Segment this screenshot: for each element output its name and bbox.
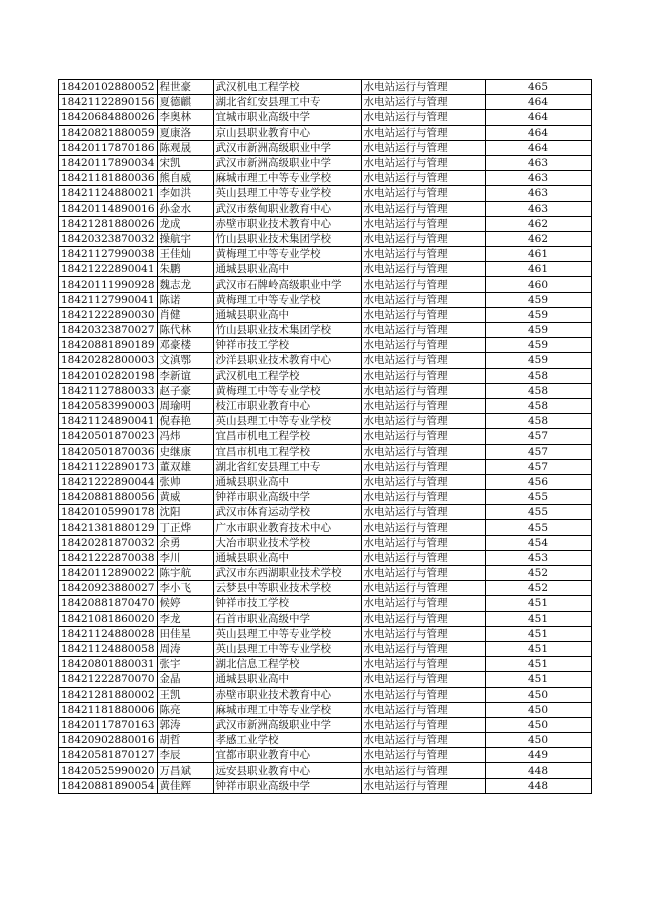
exam-id-cell: 18420801880031 [59, 657, 158, 672]
table-row [59, 262, 592, 277]
name-cell: 李小飞 [157, 581, 213, 596]
school-cell: 武汉机电工程学校 [213, 80, 361, 95]
name-cell: 文滇鄂 [157, 353, 213, 368]
table-row [59, 778, 592, 793]
score-cell: 462 [485, 216, 591, 231]
score-cell: 458 [485, 414, 591, 429]
exam-id-cell: 18421127990038 [59, 247, 158, 262]
name-cell: 胡哲 [157, 733, 213, 748]
exam-id-cell: 18420581870127 [59, 748, 158, 763]
major-cell: 水电站运行与管理 [361, 581, 485, 596]
major-cell: 水电站运行与管理 [361, 155, 485, 170]
name-cell: 黄佳辉 [157, 778, 213, 793]
name-cell: 余勇 [157, 535, 213, 550]
exam-id-cell: 18420114890016 [59, 201, 158, 216]
major-cell: 水电站运行与管理 [361, 596, 485, 611]
score-cell: 458 [485, 368, 591, 383]
exam-id-cell: 18421381880129 [59, 520, 158, 535]
name-cell: 沈阳 [157, 505, 213, 520]
score-cell: 464 [485, 95, 591, 110]
table-row [59, 171, 592, 186]
exam-id-cell: 18420881890054 [59, 778, 158, 793]
score-cell: 463 [485, 155, 591, 170]
school-cell: 英山县理工中等专业学校 [213, 414, 361, 429]
table-row [59, 702, 592, 717]
major-cell: 水电站运行与管理 [361, 231, 485, 246]
name-cell: 王佳灿 [157, 247, 213, 262]
school-cell: 黄梅理工中等专业学校 [213, 383, 361, 398]
table-row [59, 353, 592, 368]
score-table-body [59, 80, 592, 794]
score-cell: 459 [485, 323, 591, 338]
school-cell: 武汉机电工程学校 [213, 368, 361, 383]
exam-id-cell: 18420881890189 [59, 338, 158, 353]
score-cell: 462 [485, 231, 591, 246]
major-cell: 水电站运行与管理 [361, 657, 485, 672]
school-cell: 通城县职业高中 [213, 262, 361, 277]
table-row [59, 140, 592, 155]
major-cell: 水电站运行与管理 [361, 201, 485, 216]
school-cell: 竹山县职业技术集团学校 [213, 231, 361, 246]
school-cell: 沙洋县职业技术教育中心 [213, 353, 361, 368]
table-row [59, 763, 592, 778]
major-cell: 水电站运行与管理 [361, 186, 485, 201]
school-cell: 武汉市石牌岭高级职业中学 [213, 277, 361, 292]
major-cell: 水电站运行与管理 [361, 307, 485, 322]
table-row [59, 398, 592, 413]
score-cell: 451 [485, 626, 591, 641]
name-cell: 肖健 [157, 307, 213, 322]
major-cell: 水电站运行与管理 [361, 672, 485, 687]
score-cell: 449 [485, 748, 591, 763]
name-cell: 冯炜 [157, 429, 213, 444]
table-row [59, 277, 592, 292]
exam-id-cell: 18421124890041 [59, 414, 158, 429]
table-row [59, 657, 592, 672]
school-cell: 枝江市职业教育中心 [213, 398, 361, 413]
school-cell: 麻城市理工中等专业学校 [213, 171, 361, 186]
exam-id-cell: 18420281870032 [59, 535, 158, 550]
name-cell: 陈观晟 [157, 140, 213, 155]
school-cell: 广水市职业教育技术中心 [213, 520, 361, 535]
exam-id-cell: 18421222890044 [59, 474, 158, 489]
table-row [59, 717, 592, 732]
school-cell: 宜昌市机电工程学校 [213, 444, 361, 459]
school-cell: 通城县职业高中 [213, 307, 361, 322]
table-row [59, 247, 592, 262]
table-row [59, 550, 592, 565]
score-cell: 459 [485, 307, 591, 322]
major-cell: 水电站运行与管理 [361, 277, 485, 292]
table-row [59, 201, 592, 216]
exam-id-cell: 18420102880052 [59, 80, 158, 95]
exam-id-cell: 18421124880028 [59, 626, 158, 641]
name-cell: 李辰 [157, 748, 213, 763]
name-cell: 陈诺 [157, 292, 213, 307]
exam-id-cell: 18420323870027 [59, 323, 158, 338]
score-cell: 450 [485, 702, 591, 717]
school-cell: 宜都市职业教育中心 [213, 748, 361, 763]
score-cell: 450 [485, 717, 591, 732]
school-cell: 大冶市职业技术学校 [213, 535, 361, 550]
score-cell: 459 [485, 353, 591, 368]
major-cell: 水电站运行与管理 [361, 474, 485, 489]
school-cell: 赤壁市职业技术教育中心 [213, 687, 361, 702]
table-row [59, 444, 592, 459]
major-cell: 水电站运行与管理 [361, 611, 485, 626]
school-cell: 湖北省红安县理工中专 [213, 95, 361, 110]
major-cell: 水电站运行与管理 [361, 444, 485, 459]
name-cell: 郭涛 [157, 717, 213, 732]
name-cell: 夏德麒 [157, 95, 213, 110]
score-cell: 453 [485, 550, 591, 565]
name-cell: 赵子豪 [157, 383, 213, 398]
major-cell: 水电站运行与管理 [361, 505, 485, 520]
major-cell: 水电站运行与管理 [361, 626, 485, 641]
name-cell: 董双雄 [157, 459, 213, 474]
table-row [59, 490, 592, 505]
school-cell: 宜昌市机电工程学校 [213, 429, 361, 444]
school-cell: 英山县理工中等专业学校 [213, 626, 361, 641]
score-cell: 456 [485, 474, 591, 489]
score-cell: 455 [485, 505, 591, 520]
table-row [59, 748, 592, 763]
table-row [59, 596, 592, 611]
score-cell: 461 [485, 262, 591, 277]
major-cell: 水电站运行与管理 [361, 778, 485, 793]
school-cell: 钟祥市职业高级中学 [213, 778, 361, 793]
table-row [59, 687, 592, 702]
exam-id-cell: 18420501870036 [59, 444, 158, 459]
name-cell: 邓豪楼 [157, 338, 213, 353]
score-cell: 455 [485, 490, 591, 505]
name-cell: 周涛 [157, 641, 213, 656]
major-cell: 水电站运行与管理 [361, 125, 485, 140]
exam-id-cell: 18421081860020 [59, 611, 158, 626]
exam-id-cell: 18421222870038 [59, 550, 158, 565]
school-cell: 远安县职业教育中心 [213, 763, 361, 778]
school-cell: 英山县理工中等专业学校 [213, 186, 361, 201]
score-cell: 458 [485, 398, 591, 413]
name-cell: 操航宇 [157, 231, 213, 246]
score-cell: 451 [485, 657, 591, 672]
exam-id-cell: 18420117890034 [59, 155, 158, 170]
name-cell: 周瑜明 [157, 398, 213, 413]
exam-id-cell: 18421127990041 [59, 292, 158, 307]
school-cell: 通城县职业高中 [213, 550, 361, 565]
table-row [59, 125, 592, 140]
table-row [59, 368, 592, 383]
table-row [59, 338, 592, 353]
name-cell: 李奥林 [157, 110, 213, 125]
score-cell: 451 [485, 672, 591, 687]
name-cell: 孙金水 [157, 201, 213, 216]
major-cell: 水电站运行与管理 [361, 171, 485, 186]
score-cell: 461 [485, 247, 591, 262]
school-cell: 石首市职业高级中学 [213, 611, 361, 626]
table-row [59, 216, 592, 231]
score-cell: 457 [485, 459, 591, 474]
school-cell: 武汉市新洲高级职业中学 [213, 155, 361, 170]
exam-id-cell: 18420881870470 [59, 596, 158, 611]
table-row [59, 672, 592, 687]
score-cell: 448 [485, 778, 591, 793]
school-cell: 孝感工业学校 [213, 733, 361, 748]
exam-id-cell: 18420323870032 [59, 231, 158, 246]
exam-id-cell: 18421122890173 [59, 459, 158, 474]
score-cell: 450 [485, 733, 591, 748]
major-cell: 水电站运行与管理 [361, 733, 485, 748]
name-cell: 李川 [157, 550, 213, 565]
major-cell: 水电站运行与管理 [361, 702, 485, 717]
exam-id-cell: 18420684880026 [59, 110, 158, 125]
school-cell: 武汉市蔡甸职业教育中心 [213, 201, 361, 216]
exam-id-cell: 18420102820198 [59, 368, 158, 383]
major-cell: 水电站运行与管理 [361, 95, 485, 110]
exam-id-cell: 18421124880058 [59, 641, 158, 656]
score-cell: 451 [485, 611, 591, 626]
school-cell: 湖北省红安县理工中专 [213, 459, 361, 474]
name-cell: 张帅 [157, 474, 213, 489]
table-row [59, 110, 592, 125]
score-cell: 455 [485, 520, 591, 535]
score-table [58, 79, 592, 794]
name-cell: 黄威 [157, 490, 213, 505]
exam-id-cell: 18420525990020 [59, 763, 158, 778]
exam-id-cell: 18421222870070 [59, 672, 158, 687]
score-cell: 451 [485, 596, 591, 611]
major-cell: 水电站运行与管理 [361, 323, 485, 338]
exam-id-cell: 18420583990003 [59, 398, 158, 413]
table-row [59, 383, 592, 398]
name-cell: 程世豪 [157, 80, 213, 95]
exam-id-cell: 18420282800003 [59, 353, 158, 368]
major-cell: 水电站运行与管理 [361, 763, 485, 778]
table-row [59, 626, 592, 641]
table-row [59, 307, 592, 322]
school-cell: 武汉市新洲高级职业中学 [213, 140, 361, 155]
table-row [59, 186, 592, 201]
exam-id-cell: 18421127880033 [59, 383, 158, 398]
table-row [59, 505, 592, 520]
name-cell: 李龙 [157, 611, 213, 626]
score-cell: 452 [485, 581, 591, 596]
exam-id-cell: 18420105990178 [59, 505, 158, 520]
score-cell: 450 [485, 687, 591, 702]
table-row [59, 231, 592, 246]
exam-id-cell: 18421222890041 [59, 262, 158, 277]
table-row [59, 566, 592, 581]
exam-id-cell: 18420117870186 [59, 140, 158, 155]
score-cell: 458 [485, 383, 591, 398]
school-cell: 竹山县职业技术集团学校 [213, 323, 361, 338]
exam-id-cell: 18420117870163 [59, 717, 158, 732]
exam-id-cell: 18421122890156 [59, 95, 158, 110]
name-cell: 龙成 [157, 216, 213, 231]
major-cell: 水电站运行与管理 [361, 717, 485, 732]
name-cell: 李新谊 [157, 368, 213, 383]
school-cell: 通城县职业高中 [213, 672, 361, 687]
name-cell: 候婷 [157, 596, 213, 611]
exam-id-cell: 18421222890030 [59, 307, 158, 322]
score-cell: 463 [485, 171, 591, 186]
exam-id-cell: 18420821880059 [59, 125, 158, 140]
table-row [59, 611, 592, 626]
score-cell: 459 [485, 338, 591, 353]
score-cell: 448 [485, 763, 591, 778]
major-cell: 水电站运行与管理 [361, 550, 485, 565]
school-cell: 宜城市职业高级中学 [213, 110, 361, 125]
score-cell: 452 [485, 566, 591, 581]
score-cell: 464 [485, 140, 591, 155]
school-cell: 武汉市东西湖职业技术学校 [213, 566, 361, 581]
name-cell: 宋凯 [157, 155, 213, 170]
school-cell: 钟祥市技工学校 [213, 338, 361, 353]
score-cell: 464 [485, 110, 591, 125]
name-cell: 夏康洛 [157, 125, 213, 140]
table-row [59, 641, 592, 656]
score-cell: 451 [485, 641, 591, 656]
school-cell: 通城县职业高中 [213, 474, 361, 489]
table-row [59, 323, 592, 338]
major-cell: 水电站运行与管理 [361, 383, 485, 398]
name-cell: 金晶 [157, 672, 213, 687]
score-cell: 459 [485, 292, 591, 307]
table-row [59, 292, 592, 307]
major-cell: 水电站运行与管理 [361, 262, 485, 277]
name-cell: 丁正烨 [157, 520, 213, 535]
major-cell: 水电站运行与管理 [361, 247, 485, 262]
major-cell: 水电站运行与管理 [361, 641, 485, 656]
school-cell: 钟祥市技工学校 [213, 596, 361, 611]
exam-id-cell: 18420111990928 [59, 277, 158, 292]
school-cell: 武汉市体育运动学校 [213, 505, 361, 520]
major-cell: 水电站运行与管理 [361, 80, 485, 95]
exam-id-cell: 18421124880021 [59, 186, 158, 201]
name-cell: 万昌斌 [157, 763, 213, 778]
major-cell: 水电站运行与管理 [361, 292, 485, 307]
score-cell: 460 [485, 277, 591, 292]
exam-id-cell: 18421281880002 [59, 687, 158, 702]
exam-id-cell: 18420881880056 [59, 490, 158, 505]
major-cell: 水电站运行与管理 [361, 110, 485, 125]
table-row [59, 80, 592, 95]
table-row [59, 155, 592, 170]
score-cell: 457 [485, 429, 591, 444]
name-cell: 史继康 [157, 444, 213, 459]
school-cell: 钟祥市职业高级中学 [213, 490, 361, 505]
table-row [59, 474, 592, 489]
school-cell: 云梦县中等职业技术学校 [213, 581, 361, 596]
name-cell: 张宇 [157, 657, 213, 672]
school-cell: 英山县理工中等专业学校 [213, 641, 361, 656]
exam-id-cell: 18421181880006 [59, 702, 158, 717]
score-cell: 463 [485, 201, 591, 216]
school-cell: 京山县职业教育中心 [213, 125, 361, 140]
table-row [59, 459, 592, 474]
table-row [59, 535, 592, 550]
school-cell: 赤壁市职业技术教育中心 [213, 216, 361, 231]
table-row [59, 733, 592, 748]
major-cell: 水电站运行与管理 [361, 459, 485, 474]
score-cell: 465 [485, 80, 591, 95]
major-cell: 水电站运行与管理 [361, 353, 485, 368]
table-row [59, 581, 592, 596]
score-cell: 463 [485, 186, 591, 201]
school-cell: 黄梅理工中等专业学校 [213, 292, 361, 307]
name-cell: 王凯 [157, 687, 213, 702]
exam-id-cell: 18420923880027 [59, 581, 158, 596]
exam-id-cell: 18421281880026 [59, 216, 158, 231]
score-cell: 457 [485, 444, 591, 459]
table-row [59, 429, 592, 444]
major-cell: 水电站运行与管理 [361, 490, 485, 505]
name-cell: 朱鹏 [157, 262, 213, 277]
major-cell: 水电站运行与管理 [361, 140, 485, 155]
school-cell: 麻城市理工中等专业学校 [213, 702, 361, 717]
major-cell: 水电站运行与管理 [361, 414, 485, 429]
table-row [59, 520, 592, 535]
major-cell: 水电站运行与管理 [361, 338, 485, 353]
table-row [59, 414, 592, 429]
exam-id-cell: 18420902880016 [59, 733, 158, 748]
major-cell: 水电站运行与管理 [361, 520, 485, 535]
major-cell: 水电站运行与管理 [361, 535, 485, 550]
major-cell: 水电站运行与管理 [361, 687, 485, 702]
major-cell: 水电站运行与管理 [361, 429, 485, 444]
school-cell: 武汉市新洲高级职业中学 [213, 717, 361, 732]
exam-id-cell: 18420112890022 [59, 566, 158, 581]
name-cell: 陈宇航 [157, 566, 213, 581]
major-cell: 水电站运行与管理 [361, 748, 485, 763]
score-cell: 454 [485, 535, 591, 550]
exam-id-cell: 18421181880036 [59, 171, 158, 186]
name-cell: 陈代林 [157, 323, 213, 338]
major-cell: 水电站运行与管理 [361, 216, 485, 231]
exam-id-cell: 18420501870023 [59, 429, 158, 444]
table-row [59, 95, 592, 110]
name-cell: 田佳星 [157, 626, 213, 641]
name-cell: 熊自威 [157, 171, 213, 186]
major-cell: 水电站运行与管理 [361, 398, 485, 413]
name-cell: 倪春艳 [157, 414, 213, 429]
school-cell: 黄梅理工中等专业学校 [213, 247, 361, 262]
major-cell: 水电站运行与管理 [361, 566, 485, 581]
school-cell: 湖北信息工程学校 [213, 657, 361, 672]
name-cell: 魏志龙 [157, 277, 213, 292]
name-cell: 李如洪 [157, 186, 213, 201]
major-cell: 水电站运行与管理 [361, 368, 485, 383]
score-cell: 464 [485, 125, 591, 140]
name-cell: 陈亮 [157, 702, 213, 717]
